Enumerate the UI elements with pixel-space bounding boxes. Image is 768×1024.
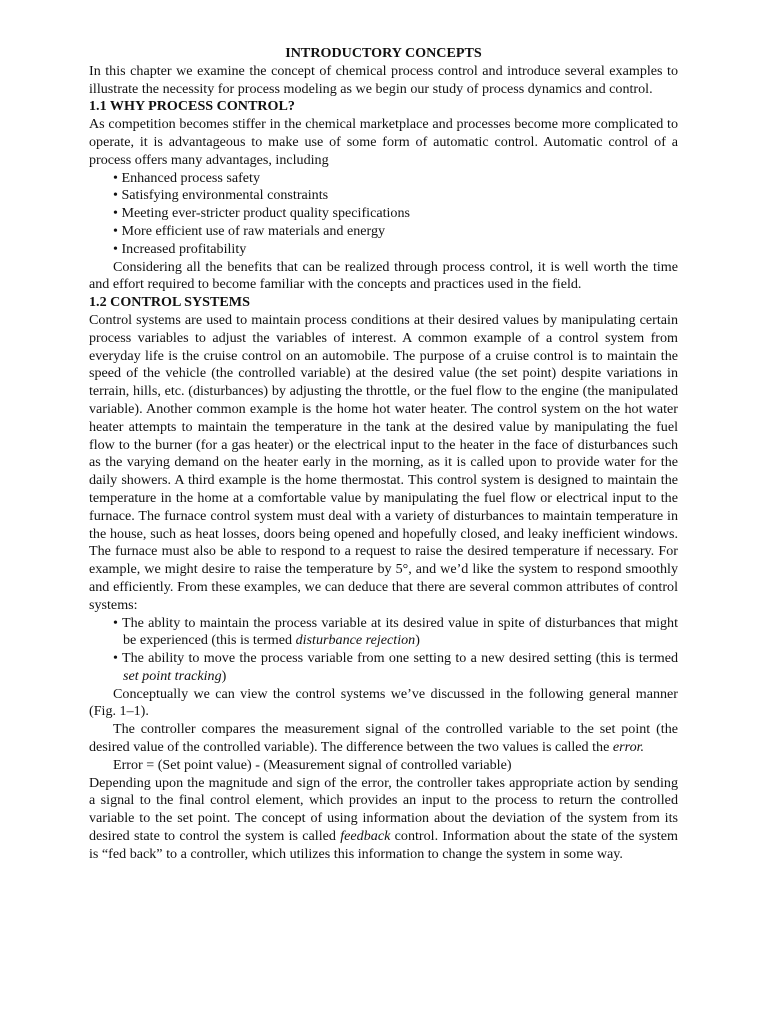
section2-paragraph-3 bbox=[89, 721, 678, 757]
list-item-close: ) bbox=[221, 667, 227, 684]
section1-paragraph-1: As competition becomes stiffer in the chemical marketplace and processes become more complicated to operate, it is advantageous to make use of some form of automatic control. Automatic control of a process offers many advantages, including bbox=[89, 116, 678, 168]
term-feedback: feedback bbox=[340, 828, 391, 845]
list-item: • Meeting ever-stricter product quality specifications bbox=[113, 205, 410, 222]
list-item bbox=[113, 615, 678, 651]
intro-paragraph: In this chapter we examine the concept of chemical process control and introduce several examples to illustrate the necessity for process modeling as we begin our study of process dynamics and control. bbox=[89, 62, 678, 97]
document-page bbox=[89, 45, 678, 864]
list-item: • More efficient use of raw materials and energy bbox=[113, 222, 386, 239]
list-item-text: • The ability to move the process variable from one setting to a new desired setting (this is termed bbox=[113, 650, 678, 667]
advantages-list bbox=[89, 170, 678, 259]
list-item: • Enhanced process safety bbox=[113, 169, 260, 186]
list-item-text: • The ablity to maintain the process variable at its desired value in spite of disturbances that might be experienced (this is termed bbox=[113, 614, 678, 649]
paragraph-text: The controller compares the measurement signal of the controlled variable to the set point (the desired value of the controlled variable). The difference between the two values is called the bbox=[89, 721, 678, 756]
section-heading-why-process-control: 1.1 WHY PROCESS CONTROL? bbox=[89, 98, 295, 115]
section2-paragraph-4 bbox=[89, 775, 678, 864]
list-item: • Increased profitability bbox=[113, 240, 247, 257]
list-item bbox=[113, 650, 678, 686]
term-disturbance-rejection: disturbance rejection bbox=[295, 632, 416, 649]
list-item-close: ) bbox=[415, 632, 420, 649]
paragraph-text-end: control. Information about the state of the system is “fed back” to a controller, which utilizes this information to change the system in some way. bbox=[89, 828, 678, 862]
section1-paragraph-2: Considering all the benefits that can be realized through process control, it is well worth the time and effort required to become familiar with the concepts and practices used in the field. bbox=[89, 258, 678, 293]
document-title: INTRODUCTORY CONCEPTS bbox=[285, 45, 482, 61]
section2-paragraph-2: Conceptually we can view the control systems we’ve discussed in the following general manner (Fig. 1–1). bbox=[89, 685, 678, 720]
paragraph-text: Depending upon the magnitude and sign of the error, the controller takes appropriate action by sending a signal to the final control element, which provides an input to the process to return the controlled variable to the set point. The concept of using information about the deviation of the system from its desired state to control the system is called bbox=[89, 774, 678, 845]
list-item: • Satisfying environmental constraints bbox=[113, 187, 329, 204]
error-equation: Error = (Set point value) - (Measurement signal of controlled variable) bbox=[113, 756, 512, 773]
attributes-list bbox=[89, 615, 678, 686]
section2-paragraph-1: Control systems are used to maintain process conditions at their desired values by manipulating certain process variables to adjust the variables of interest. A common example of a control system from everyday life is the cruise control on an automobile. The purpose of a cruise control is to maintain the speed of the vehicle (the controlled variable) at the desired value (the set point) despite variations in terrain, hills, etc. (disturbances) by adjusting the throttle, or the fuel flow to the engine (the manipulated variable). Another common example is the home hot water heater. The control system on the hot water heater attempts to maintain the temperature in the tank at the desired value by manipulating the fuel flow to the burner (for a gas heater) or the electrical input to the heater in the face of disturbances such as the varying demand on the heater early in the morning, as it is called upon to provide water for the daily showers. A third example is the home thermostat. This control system is designed to maintain the temperature in the home at a comfortable value by manipulating the fuel flow or electrical input to the furnace. The furnace control system must deal with a variety of disturbances to maintain temperature in the house, such as heat losses, doors being opened and hopefully closed, and leaky inefficient windows. The furnace must also be able to respond to a request to raise the desired temperature if necessary. For example, we might desire to raise the temperature by 5°, and we’d like the system to respond smoothly and efficiently. From these examples, we can deduce that there are several common attributes of control systems: bbox=[89, 311, 678, 613]
term-error: error. bbox=[612, 739, 645, 756]
section-heading-control-systems: 1.2 CONTROL SYSTEMS bbox=[89, 294, 250, 311]
term-set-point-tracking: set point tracking bbox=[123, 667, 222, 684]
